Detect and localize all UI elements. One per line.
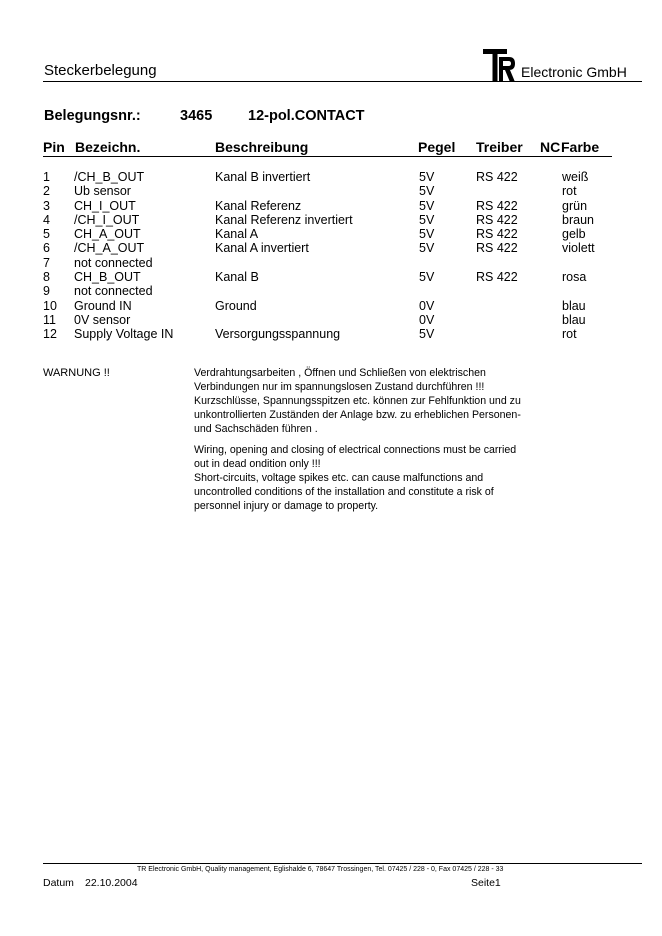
warning-line: unkontrollierten Zuständen der Anlage bzw. zu erheblichen Personen-	[194, 409, 521, 421]
designation-cell: /CH_B_OUT	[74, 170, 145, 184]
table-row	[0, 199, 662, 213]
driver-cell: RS 422	[476, 241, 518, 256]
color-cell: violett	[562, 241, 595, 256]
driver-cell: RS 422	[476, 227, 518, 242]
table-row	[0, 313, 662, 327]
designation-cell: not connected	[74, 255, 153, 270]
table-row	[0, 327, 662, 341]
warning-text-german	[194, 366, 554, 436]
assignment-number: 3465	[180, 108, 213, 124]
pin-table	[0, 170, 662, 342]
warning-line: und Sachschäden führen .	[194, 423, 318, 435]
designation-cell: /CH_I_OUT	[74, 212, 140, 227]
warning-label: WARNUNG !!	[43, 367, 110, 379]
pin-cell: 10	[43, 298, 57, 313]
level-cell: 5V	[419, 327, 435, 342]
description-cell: Ground	[215, 298, 257, 313]
table-row	[0, 241, 662, 255]
designation-cell: /CH_A_OUT	[74, 241, 145, 256]
col-header-beschreibung: Beschreibung	[215, 139, 309, 155]
col-header-treiber: Treiber	[476, 139, 523, 155]
driver-cell: RS 422	[476, 170, 518, 184]
pin-cell: 12	[43, 327, 57, 342]
col-header-farbe: Farbe	[561, 139, 600, 155]
pin-cell: 4	[43, 212, 50, 227]
driver-cell: RS 422	[476, 270, 518, 285]
level-cell: 5V	[419, 227, 435, 242]
warning-line: Short-circuits, voltage spikes etc. can cause malfunctions and	[194, 472, 484, 484]
color-cell: grün	[562, 198, 588, 213]
color-cell: rot	[562, 184, 577, 199]
designation-cell: Supply Voltage IN	[74, 327, 174, 342]
color-cell: rot	[562, 327, 577, 342]
col-header-bezeichnung: Bezeichn.	[75, 139, 141, 155]
designation-cell: CH_A_OUT	[74, 227, 141, 242]
level-cell: 5V	[419, 184, 435, 199]
driver-cell: RS 422	[476, 212, 518, 227]
description-cell: Kanal Referenz	[215, 198, 302, 213]
designation-cell: not connected	[74, 284, 153, 299]
level-cell: 5V	[419, 270, 435, 285]
level-cell: 5V	[419, 212, 435, 227]
assignment-label: Belegungsnr.:	[44, 108, 141, 124]
designation-cell: CH_I_OUT	[74, 198, 136, 213]
tr-logo-icon	[483, 49, 515, 82]
company-name: Electronic GmbH	[521, 64, 627, 80]
footer-date-label: Datum	[43, 877, 74, 889]
pin-cell: 8	[43, 270, 50, 285]
description-cell: Versorgungsspannung	[215, 327, 341, 342]
level-cell: 5V	[419, 198, 435, 213]
level-cell: 5V	[419, 170, 435, 184]
color-cell: gelb	[562, 227, 586, 242]
header-divider	[43, 81, 642, 82]
description-cell: Kanal B	[215, 270, 259, 285]
pin-cell: 11	[43, 312, 56, 327]
pin-cell: 6	[43, 241, 50, 256]
description-cell: Kanal A	[215, 227, 259, 242]
page-number: Seite1	[471, 877, 501, 889]
table-row	[0, 227, 662, 241]
footer-address: TR Electronic GmbH, Quality management, Eglishalde 6, 78647 Trossingen, Tel. 07425 / 228 - 0, Fax 07425 / 228 - 33	[137, 866, 504, 873]
pin-cell: 1	[43, 170, 50, 184]
color-cell: weiß	[562, 170, 589, 184]
level-cell: 5V	[419, 241, 435, 256]
table-row	[0, 256, 662, 270]
description-cell: Kanal B invertiert	[215, 170, 311, 184]
driver-cell: RS 422	[476, 198, 518, 213]
color-cell: blau	[562, 312, 586, 327]
level-cell: 0V	[419, 298, 435, 313]
pin-cell: 7	[43, 255, 50, 270]
color-cell: rosa	[562, 270, 587, 285]
warning-line: Wiring, opening and closing of electrical connections must be carried	[194, 444, 517, 456]
table-row	[0, 284, 662, 298]
designation-cell: CH_B_OUT	[74, 270, 141, 285]
table-row	[0, 213, 662, 227]
designation-cell: Ub sensor	[74, 184, 131, 199]
color-cell: braun	[562, 212, 594, 227]
warning-line: Kurzschlüsse, Spannungsspitzen etc. können zur Fehlfunktion und zu	[194, 395, 521, 407]
level-cell: 0V	[419, 312, 435, 327]
document-title: Steckerbelegung	[44, 62, 157, 79]
footer-date: 22.10.2004	[85, 877, 138, 889]
description-cell: Kanal Referenz invertiert	[215, 212, 353, 227]
pin-cell: 2	[43, 184, 50, 199]
pin-cell: 3	[43, 198, 50, 213]
warning-line: personnel injury or damage to property.	[194, 500, 379, 512]
color-cell: blau	[562, 298, 586, 313]
col-header-pin: Pin	[43, 139, 65, 155]
pin-cell: 9	[43, 284, 50, 299]
warning-line: out in dead ondition only !!!	[194, 458, 321, 470]
table-row	[0, 170, 662, 184]
table-header-divider	[43, 156, 612, 157]
warning-line: Verdrahtungsarbeiten , Öffnen und Schließen von elektrischen	[194, 367, 486, 379]
table-row	[0, 299, 662, 313]
col-header-nc: NC	[540, 139, 561, 155]
table-row	[0, 184, 662, 198]
description-cell: Kanal A invertiert	[215, 241, 309, 256]
designation-cell: Ground IN	[74, 298, 132, 313]
connector-type: 12-pol.CONTACT	[248, 108, 365, 124]
table-row	[0, 270, 662, 284]
designation-cell: 0V sensor	[74, 312, 131, 327]
warning-text-english	[194, 443, 554, 513]
pin-cell: 5	[43, 227, 50, 242]
footer-divider	[43, 863, 642, 864]
warning-line: uncontrolled conditions of the installation and constitute a risk of	[194, 486, 494, 498]
warning-line: Verbindungen nur im spannungslosen Zustand durchführen !!!	[194, 381, 485, 393]
col-header-pegel: Pegel	[418, 139, 456, 155]
